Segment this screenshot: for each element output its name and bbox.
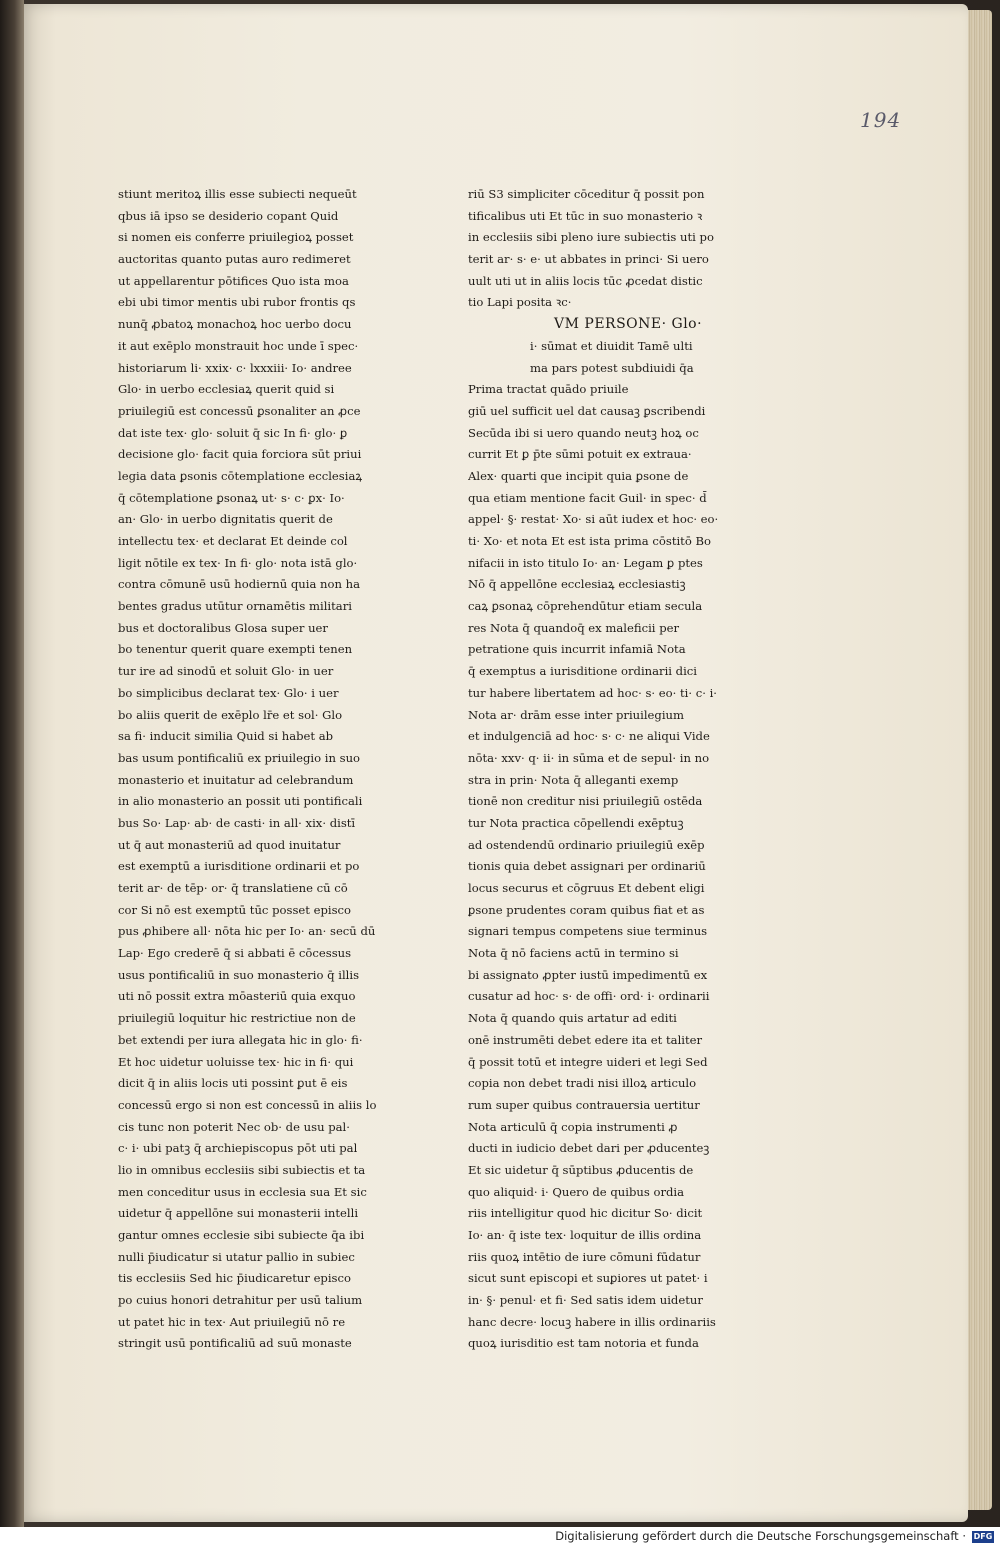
text-line: caꝝ ꝑsonaꝝ cōprehendūtur etiam secula: [468, 599, 703, 614]
initial-letter-space: [470, 316, 536, 352]
text-line: contra cōmunē usū hodiernū quia non ha: [118, 577, 361, 592]
text-line: Lap· Ego crederē q̄ si abbati ē cōcessus: [118, 946, 352, 961]
text-line: Secūda ibi si uero quando neutꝫ hoꝝ oc: [468, 425, 699, 440]
text-line: tis ecclesiis Sed hic p̄iudicaretur episco: [118, 1271, 351, 1286]
text-line: in alio monasterio an possit uti pontificali: [118, 794, 363, 809]
text-line: ꝑsone prudentes coram quibus fiat et as: [468, 902, 705, 917]
text-line: appel· §· restat· Xo· si aūt iudex et hoc· eo·: [468, 512, 719, 527]
text-line: tionis quia debet assignari per ordinariū: [468, 859, 706, 874]
text-line: dicit q̄ in aliis locis uti possint ꝑut ē eis: [118, 1076, 348, 1091]
text-line: Nota articulū q̄ copia instrumenti ꝓ: [468, 1119, 678, 1134]
text-line: ut patet hic in tex· Aut priuilegiū nō re: [118, 1314, 346, 1329]
text-line: res Nota q̄ quandoq̄ ex maleficii per: [468, 620, 680, 635]
text-line: Glo· in uerbo ecclesiaꝝ querit quid si: [118, 382, 335, 397]
text-line: bo aliis querit de exēplo lr̄e et sol· Glo: [118, 707, 343, 722]
text-line: Prima tractat quādo priuile: [468, 382, 629, 397]
text-line: decisione glo· facit quia forciora sūt priui: [118, 447, 362, 462]
text-line: rum super quibus contrauersia uertitur: [468, 1097, 700, 1112]
text-line: bi assignato ꝓpter iustū impedimentū ex: [468, 967, 708, 982]
text-line: stiunt meritoꝝ illis esse subiecti nequeūt: [118, 187, 357, 201]
text-line: ut q̄ aut monasteriū ad quod inuitatur: [118, 837, 341, 852]
text-line: tur ire ad sinodū et soluit Glo· in uer: [118, 664, 334, 679]
text-line: qbus iā ipso se desiderio copant Quid: [118, 208, 339, 223]
text-line: quo aliquid· i· Quero de quibus ordia: [468, 1184, 685, 1199]
text-line: dat iste tex· glo· soluit q̄ sic In fi· glo· ꝑ: [118, 425, 348, 440]
text-line: cusatur ad hoc· s· de offi· ord· i· ordinarii: [468, 989, 710, 1004]
text-line: Et sic uidetur q̄ sūptibus ꝓducentis de: [468, 1162, 694, 1177]
dfg-logo: DFG: [973, 1532, 993, 1541]
text-line: uult uti ut in aliis locis tūc ꝓcedat distic: [468, 273, 703, 288]
text-line: terit ar· de tēp· or· q̄ translatiene cū cō: [118, 881, 348, 895]
text-line: gantur omnes ecclesie sibi subiecte q̄a ibi: [118, 1228, 365, 1242]
text-line: si nomen eis conferre priuilegioꝝ posset: [118, 230, 354, 245]
text-line: men conceditur usus in ecclesia sua Et sic: [118, 1184, 367, 1199]
text-line: sa fi· inducit similia Quid si habet ab: [118, 729, 334, 744]
text-line: Et hoc uidetur uoluisse tex· hic in fi· qui: [118, 1054, 354, 1069]
folio-number: 194: [860, 108, 902, 132]
rubric-heading-line: VM PERSONE· Glo·: [554, 316, 703, 333]
text-line: Nota q̄ nō faciens actū in termino si: [468, 946, 679, 961]
text-line: petratione quis incurrit infamiā Nota: [468, 642, 686, 657]
text-line: po cuius honori detrahitur per usū talium: [118, 1293, 363, 1308]
text-line: Nota ar· drām esse inter priuilegium: [468, 707, 684, 722]
text-line: q̄ exemptus a iurisditione ordinarii dici: [468, 664, 698, 679]
text-line: riis intelligitur quod hic dicitur So· dicit: [468, 1206, 703, 1221]
text-line: currit Et ꝑ p̄te sūmi potuit ex extraua·: [468, 447, 692, 462]
text-line: bet extendi per iura allegata hic in glo· fi·: [118, 1032, 363, 1047]
rubric-heading-line: ma pars potest subdiuidi q̄a: [530, 360, 694, 375]
left-text-column: [118, 184, 388, 1355]
book-gutter: [0, 0, 24, 1547]
text-line: it aut exēplo monstrauit hoc unde ī spec·: [118, 338, 359, 353]
text-line: q̄ cōtemplatione ꝑsonaꝝ ut· s· c· ꝑx· Io·: [118, 490, 345, 505]
text-line: quoꝝ iurisditio est tam notoria et funda: [468, 1336, 699, 1351]
text-line: nunq̄ ꝓbatoꝝ monachoꝝ hoc uerbo docu: [118, 317, 352, 332]
text-line: bus et doctoralibus Glosa super uer: [118, 620, 328, 635]
text-line: Io· an· q̄ iste tex· loquitur de illis ordina: [468, 1228, 702, 1242]
text-line: nulli p̄iudicatur si utatur pallio in subiec: [118, 1249, 355, 1264]
text-line: ligit nōtile ex tex· In fi· glo· nota istā glo·: [118, 555, 358, 570]
text-line: intellectu tex· et declarat Et deinde col: [118, 534, 348, 548]
text-line: stra in prin· Nota q̄ alleganti exemp: [468, 772, 679, 787]
text-line: bo simplicibus declarat tex· Glo· i uer: [118, 685, 339, 700]
text-line: monasterio et inuitatur ad celebrandum: [118, 772, 354, 787]
text-line: tificalibus uti Et tūc in suo monasterio ꝛ: [468, 208, 703, 223]
text-line: cor Si nō est exemptū tūc posset episco: [118, 902, 352, 917]
text-line: in ecclesiis sibi pleno iure subiectis uti po: [468, 230, 714, 245]
text-line: priuilegiū loquitur hic restrictiue non de: [118, 1011, 356, 1026]
text-line: est exemptū a iurisditione ordinarii et po: [118, 859, 360, 874]
text-line: c· i· ubi patꝫ q̄ archiepiscopus pōt uti pal: [118, 1141, 358, 1156]
text-line: riis quoꝝ intētio de iure cōmuni fūdatur: [468, 1249, 701, 1264]
text-line: riū S3 simpliciter cōceditur q̄ possit pon: [468, 187, 705, 201]
text-line: tionē non creditur nisi priuilegiū ostēda: [468, 794, 703, 809]
text-line: onē instrumēti debet edere ita et taliter: [468, 1032, 703, 1047]
text-line: ti· Xo· et nota Et est ista prima cōstitō Bo: [468, 534, 712, 548]
text-line: lio in omnibus ecclesiis sibi subiectis et ta: [118, 1162, 366, 1177]
text-line: Nota q̄ quando quis artatur ad editi: [468, 1011, 677, 1026]
text-line: legia data ꝑsonis cōtemplatione ecclesiaꝝ: [118, 468, 363, 483]
text-line: locus securus et cōgruus Et debent eligi: [468, 881, 705, 895]
text-line: copia non debet tradi nisi illoꝝ articulo: [468, 1076, 697, 1091]
text-line: giū uel sufficit uel dat causaꝫ ꝑscribendi: [468, 403, 706, 418]
text-line: tio Lapi posita ꝛc·: [468, 295, 572, 310]
text-line: concessū ergo si non est concessū in aliis lo: [118, 1097, 377, 1112]
text-line: tur habere libertatem ad hoc· s· eo· ti· c· i·: [468, 685, 717, 700]
text-line: ducti in iudicio debet dari per ꝓducenteꝫ: [468, 1141, 710, 1156]
text-line: an· Glo· in uerbo dignitatis querit de: [118, 512, 333, 527]
text-line: usus pontificaliū in suo monasterio q̄ illis: [118, 967, 360, 982]
text-line: hanc decre· locuꝫ habere in illis ordinariis: [468, 1314, 716, 1329]
text-line: uti nō possit extra mōasteriū quia exquo: [118, 989, 356, 1004]
text-line: tur Nota practica cōpellendi exēptuꝫ: [468, 815, 684, 830]
text-line: nōta· xxv· q· ii· in sūma et de sepul· in no: [468, 750, 710, 765]
text-line: nifacii in isto titulo Io· an· Legam ꝑ ptes: [468, 555, 703, 570]
text-line: in· §· penul· et fi· Sed satis idem uidetur: [468, 1293, 703, 1308]
text-line: pus ꝓhibere all· nōta hic per Io· an· secū dū: [118, 924, 376, 939]
text-line: ebi ubi timor mentis ubi rubor frontis qs: [118, 295, 356, 310]
text-line: qua etiam mentione facit Guil· in spec· d̄: [468, 490, 707, 505]
text-line: priuilegiū est concessū ꝑsonaliter an ꝓce: [118, 403, 361, 418]
text-line: uidetur q̄ appellōne sui monasterii intelli: [118, 1206, 359, 1221]
rubric-heading-line: i· sūmat et diuidit Tamē ulti: [530, 338, 693, 353]
text-line: Alex· quarti que incipit quia ꝑsone de: [468, 468, 689, 483]
text-line: ut appellarentur pōtifices Quo ista moa: [118, 273, 349, 288]
text-line: ad ostendendū ordinario priuilegiū exēp: [468, 837, 705, 852]
text-line: stringit usū pontificaliū ad suū monaste: [118, 1336, 352, 1351]
right-text-column: [468, 184, 736, 1355]
text-line: Nō q̄ appellōne ecclesiaꝝ ecclesiastiꝫ: [468, 577, 686, 592]
text-line: historiarum li· xxix· c· lxxxiii· Io· andree: [118, 360, 352, 375]
text-line: auctoritas quanto putas auro redimeret: [118, 252, 351, 267]
text-line: bo tenentur querit quare exempti tenen: [118, 642, 353, 657]
text-line: sicut sunt episcopi et suꝑiores ut patet· i: [468, 1271, 708, 1286]
text-line: terit ar· s· e· ut abbates in princi· Si uero: [468, 252, 709, 267]
text-line: q̄ possit totū et integre uideri et legi Sed: [468, 1054, 708, 1069]
text-line: bus So· Lap· ab· de casti· in all· xix· distī: [118, 815, 356, 830]
text-line: bentes gradus utūtur ornamētis militari: [118, 599, 352, 614]
text-line: cis tunc non poterit Nec ob· de usu pal·: [118, 1119, 350, 1134]
text-line: signari tempus competens siue terminus: [468, 924, 708, 939]
footer-credit: Digitalisierung gefördert durch die Deutsche Forschungsgemeinschaft ·: [555, 1529, 966, 1543]
text-line: et indulgenciā ad hoc· s· c· ne aliqui Vide: [468, 729, 710, 744]
text-line: bas usum pontificaliū ex priuilegio in suo: [118, 750, 361, 765]
